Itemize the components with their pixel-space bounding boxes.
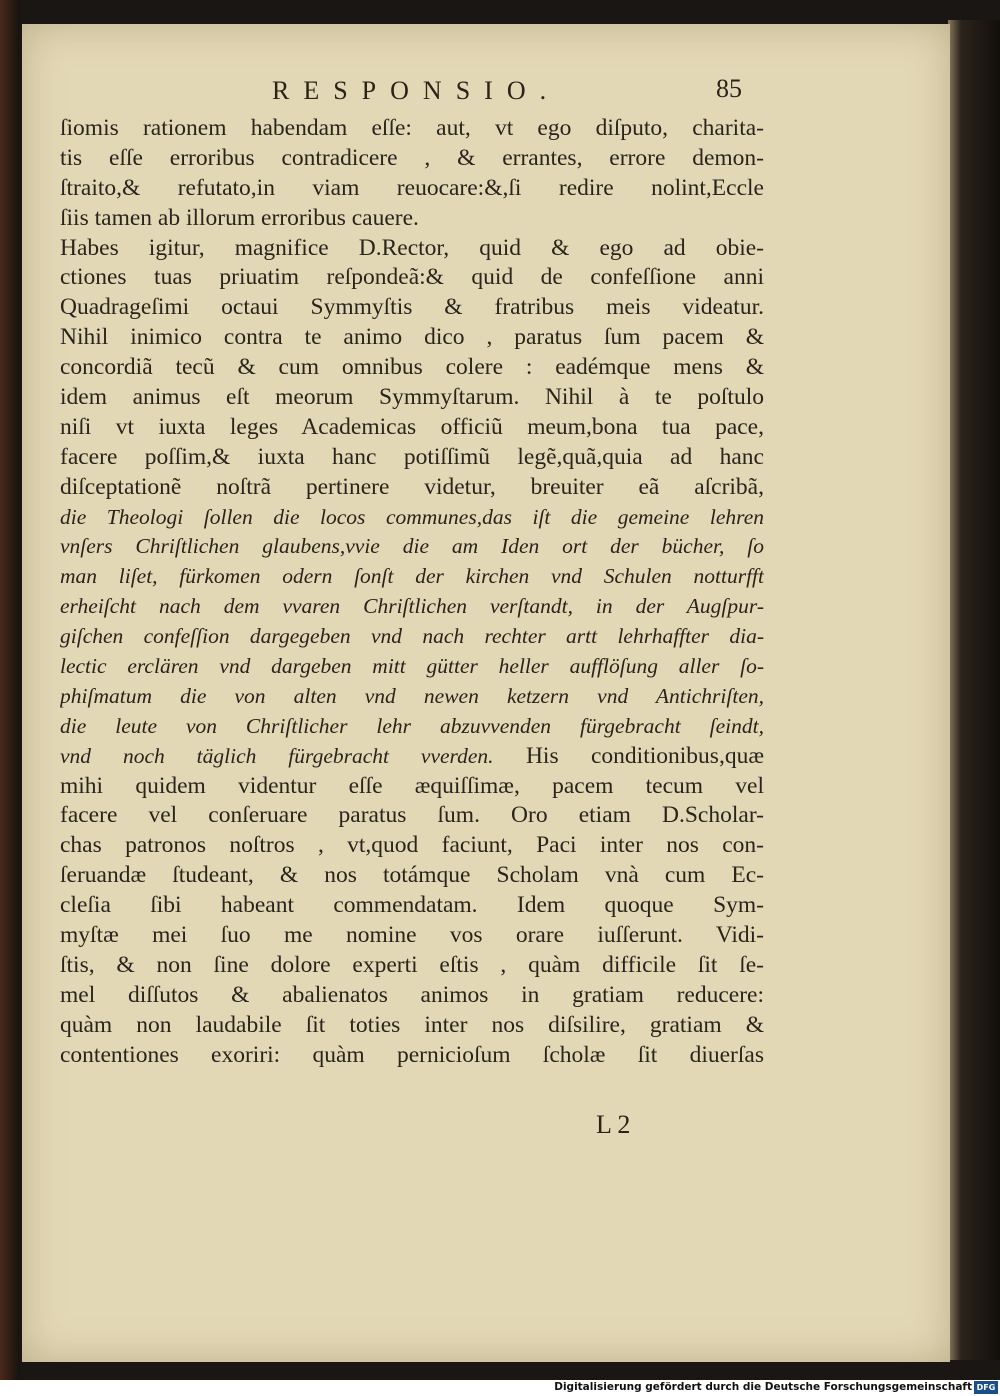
text-line: concordiã tecũ & cum omnibus colere : eadémque mens & [60,354,764,381]
signature-mark: L 2 [596,1110,631,1139]
digitization-credit: Digitalisierung gefördert durch die Deutsche Forschungsgemeinschaft [554,1381,972,1393]
book-spine-edge [0,0,20,1380]
text-line: tis eſſe erroribus contradicere , & errantes, errore demon- [60,144,764,171]
text-line: ſeruandæ ſtudeant, & nos totámque Scholam vnà cum Ec- [60,862,764,889]
text-line: ſtis, & non ſine dolore experti eſtis , quàm difficile ſit ſe- [60,951,764,978]
text-line: giſchen confeſſion dargegeben vnd nach rechter artt lehrhaffter dia- [60,624,764,649]
text-line-italic-part: vnd noch täglich fürgebracht vverden. [60,743,494,768]
text-line: ſiis tamen ab illorum erroribus cauere. [60,204,419,231]
text-line: lectic erclären vnd dargeben mitt gütter heller aufflöſung aller ſo- [60,654,764,679]
text-line: ſtraito,& refutato,in viam reuocare:&,ſi redire nolint,Eccle [60,174,764,201]
running-head [22,72,950,112]
text-line: Quadrageſimi octaui Symmyſtis & fratribus meis videatur. [60,294,764,321]
text-line: vnſers Chriſtlichen glaubens,vvie die am Iden ort der bücher, ſo [60,534,764,559]
text-line: phiſmatum die von alten vnd newen ketzern vnd Antichriſten, [60,683,764,708]
dfg-logo-icon: DFG [974,1381,998,1394]
text-line: diſceptationẽ noſtrã pertinere videtur, breuiter eã aſcribã, [60,473,764,500]
text-line: myſtæ mei ſuo me nomine vos orare iuſſerunt. Vidi- [60,922,764,949]
book-page [22,24,950,1362]
text-line-roman-part: His conditionibus,quæ [493,742,764,769]
text-line: facere vel conſeruare paratus ſum. Oro etiam D.Scholar- [60,802,764,829]
text-line: chas patronos noſtros , vt,quod faciunt, Paci inter nos con- [60,832,764,859]
body-text [60,114,764,1071]
text-line: Habes igitur, magnifice D.Rector, quid & ego ad obie- [60,234,764,261]
text-line: mihi quidem videntur eſſe æquiſſimæ, pacem tecum vel [60,772,764,799]
text-line: man liſet, fürkomen odern ſonſt der kirchen vnd Schulen notturfft [60,564,764,589]
text-line: facere poſſim,& iuxta hanc potiſſimũ legẽ,quã,quia ad hanc [60,443,764,470]
text-line: idem animus eſt meorum Symmyſtarum. Nihil à te poſtulo [60,384,764,411]
text-line [60,742,764,772]
footer-bar [0,1380,1000,1396]
text-line: quàm non laudabile ſit toties inter nos diſsilire, gratiam & [60,1011,764,1038]
text-line: niſi vt iuxta leges Academicas officiũ meum,bona tua pace, [60,413,764,440]
text-line: mel diſſutos & abalienatos animos in gratiam reducere: [60,981,764,1008]
text-line: die leute von Chriſtlicher lehr abzuvvenden fürgebracht ſeindt, [60,713,764,738]
text-line: cleſia ſibi habeant commendatam. Idem quoque Sym- [60,892,764,919]
text-line: Nihil inimico contra te animo dico , paratus ſum pacem & [60,324,764,351]
text-line: ctiones tuas priuatim reſpondeã:& quid de confeſſione anni [60,264,764,291]
text-line: erheiſcht nach dem vvaren Chriſtlichen verſtandt, in der Augſpur- [60,594,764,619]
text-line: die Theologi ſollen die locos communes,das iſt die gemeine lehren [60,504,764,529]
running-title: RESPONSIO. [272,76,561,105]
page-number: 85 [716,74,742,103]
page-fore-edge [948,20,1000,1360]
text-line: contentiones exoriri: quàm pernicioſum ſcholæ ſit diuerſas [60,1041,764,1068]
text-line: ſiomis rationem habendam eſſe: aut, vt ego diſputo, charita- [60,115,764,141]
